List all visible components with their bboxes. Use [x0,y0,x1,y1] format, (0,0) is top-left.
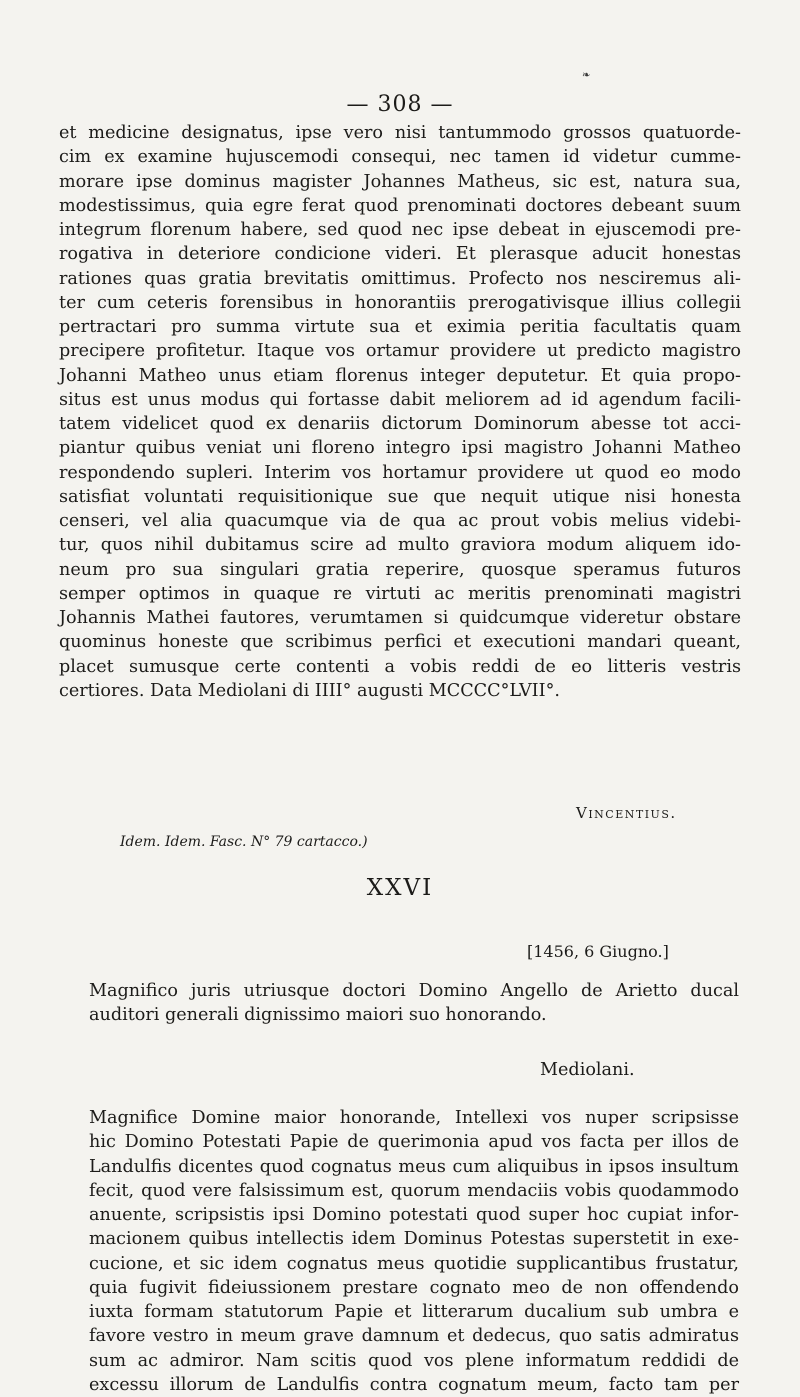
text-line: situs est unus modus qui fortasse dabit meliorem ad id agendum facili- [59,389,741,410]
text-line: cim ex examine hujuscemodi consequi, nec tamen id videtur cumme- [59,147,741,168]
text-line: pertractari pro summa virtute sua et eximia peritia facultatis quam [59,317,741,337]
letter2-body [59,1106,739,1397]
source-note: Idem. Idem. Fasc. N° 79 cartacco.) [120,834,368,850]
text-line: Magnifico juris utriusque doctori Domino Angello de Arietto ducal [89,981,739,1001]
text-line: integrum florenum habere, sed quod nec ipse debeat in ejuscemodi pre- [59,220,741,240]
text-line: quia fugivit fideiussionem prestare cognato meo de non offendendo [89,1277,739,1298]
text-line: tatem videlicet quod ex denariis dictorum Dominorum abesse tot acci- [59,414,741,434]
text-line: auditori generali dignissimo maiori suo honorando. [89,1005,547,1026]
text-line: macionem quibus intellectis idem Dominus Potestas superstetit in exe- [89,1229,739,1250]
place-line: Mediolani. [540,1060,635,1080]
document-number: XXVI [366,875,434,901]
signature: Vincentius. [576,804,677,822]
text-line: piantur quibus veniat uni floreno integro ipsi magistro Johanni Matheo [59,438,741,459]
letter2-address [59,979,739,1028]
text-line: favore vestro in meum grave damnum et dedecus, quo satis admiratus [89,1326,739,1347]
text-line: anuente, scripsistis ipsi Domino potestati quod super hoc cupiat infor- [89,1205,739,1225]
printer-ornament: ❧ [582,70,591,81]
text-line: certiores. Data Mediolani di IIII° augusti MCCCC°LVII°. [59,680,560,701]
text-line: placet sumusque certe contenti a vobis reddi de eo litteris vestris [59,656,741,677]
text-line: quominus honeste que scribimus perfici et executioni mandari queant, [59,632,741,653]
page-number: — 308 — [346,92,454,117]
text-line: Johannis Mathei fautores, verumtamen si quidcumque videretur obstare [59,608,741,628]
text-line: rationes quas gratia brevitatis omittimus. Profecto nos nesciremus ali- [59,268,741,289]
text-line: excessu illorum de Landulfis contra cognatum meum, facto tam per [89,1374,739,1395]
text-line: tur, quos nihil dubitamus scire ad multo graviora modum aliquem ido- [59,535,741,556]
text-line: respondendo supleri. Interim vos hortamur providere ut quod eo modo [59,462,741,483]
text-line: neum pro sua singulari gratia reperire, quosque speramus futuros [59,559,741,580]
text-line: precipere profitetur. Itaque vos ortamur providere ut predicto magistro [59,341,741,362]
text-line: iuxta formam statutorum Papie et litterarum ducalium sub umbra e [89,1302,739,1322]
text-line: Johanni Matheo unus etiam florenus integer deputetur. Et quia propo- [59,365,741,386]
text-line: ter cum ceteris forensibus in honorantiis prerogativisque illius collegii [59,292,741,313]
text-line: Magnifice Domine maior honorande, Intellexi vos nuper scripsisse [89,1108,739,1128]
text-line: et medicine designatus, ipse vero nisi tantummodo grossos quatuorde- [59,123,741,143]
text-line: modestissimus, quia egre ferat quod prenominati doctores debeant suum [59,195,741,216]
text-line: censeri, vel alia quacumque via de qua ac prout vobis melius videbi- [59,511,741,531]
text-line: semper optimos in quaque re virtuti ac meritis prenominati magistri [59,583,741,604]
text-line: Landulfis dicentes quod cognatus meus cum aliquibus in ipsos insultum [89,1156,739,1177]
text-line: fecit, quod vere falsissimum est, quorum mendaciis vobis quodammodo [89,1180,739,1201]
letter1-text [59,121,741,703]
text-line: morare ipse dominus magister Johannes Matheus, sic est, natura sua, [59,171,741,192]
date-note: [1456, 6 Giugno.] [527,942,669,961]
text-line: hic Domino Potestati Papie de querimonia apud vos facta per illos de [89,1132,739,1153]
text-line: rogativa in deteriore condicione videri. Et plerasque aducit honestas [59,244,741,265]
text-line: satisfiat voluntati requisitionique sue que nequit utique nisi honesta [59,486,741,507]
text-line: cucione, et sic idem cognatus meus quotidie supplicantibus frustatur, [89,1253,739,1274]
text-line: sum ac admiror. Nam scitis quod vos plene informatum reddidi de [89,1350,739,1371]
